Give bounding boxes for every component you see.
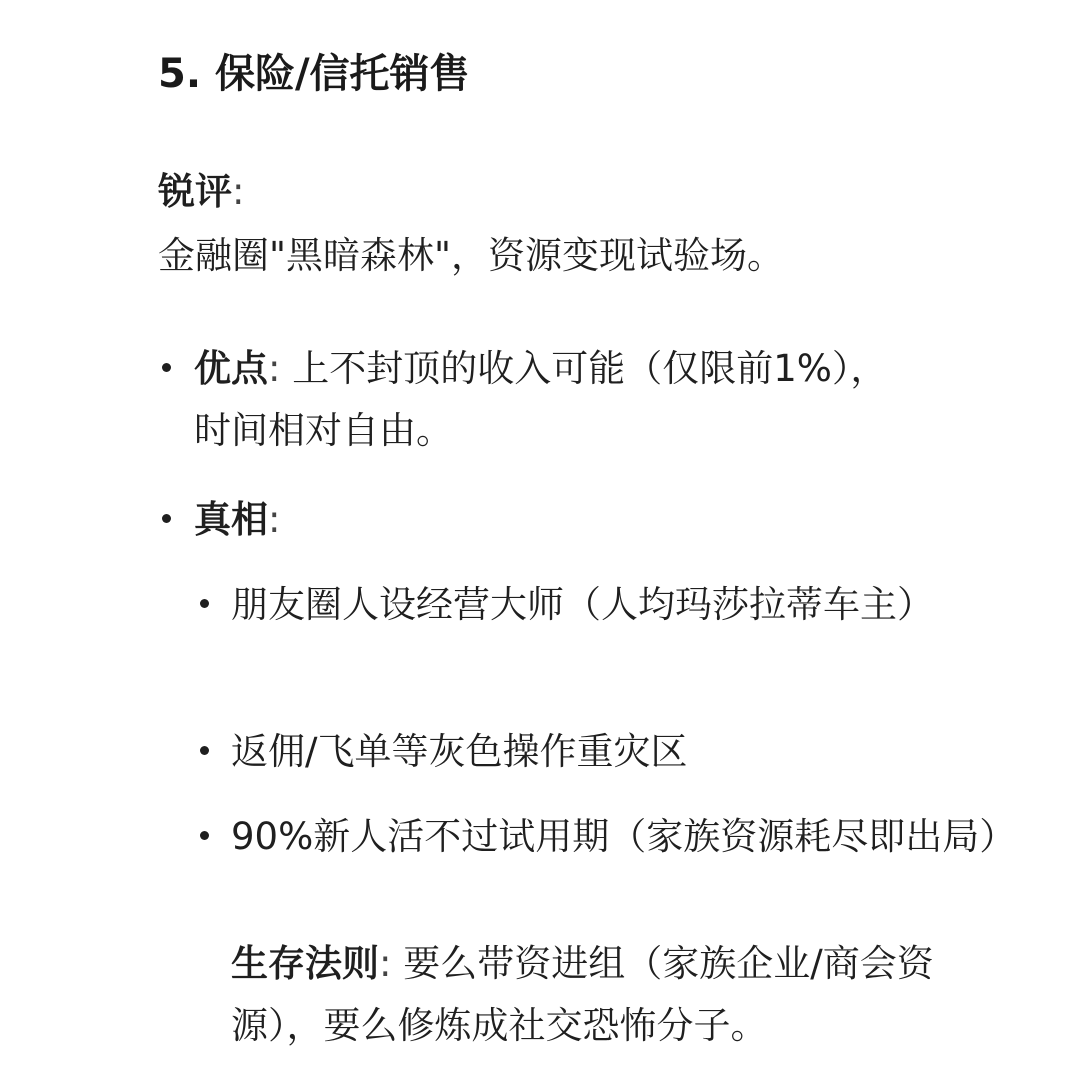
survival-text: 要么带资进组（家族企业/商会资源），要么修炼成社交恐怖分子。 xyxy=(231,942,934,1047)
bullet-dot xyxy=(162,514,171,523)
comment-label: 锐评 xyxy=(158,170,232,213)
truth-colon: : xyxy=(268,498,281,541)
list-item-pros xyxy=(194,338,914,462)
list-item-truth xyxy=(194,489,914,551)
list-item-truth-2: 返佣/飞单等灰色操作重灾区 xyxy=(231,730,688,773)
list-item-truth-3: 90%新人活不过试用期（家族资源耗尽即出局） xyxy=(231,815,1017,858)
pros-text: 上不封顶的收入可能（仅限前1%），时间相对自由。 xyxy=(194,347,888,452)
survival-rule xyxy=(231,933,1021,1057)
sub-bullet-dot xyxy=(200,599,209,608)
list-item-truth-1: 朋友圈人设经营大师（人均玛莎拉蒂车主） xyxy=(231,583,934,626)
sub-bullet-dot xyxy=(200,831,209,840)
bullet-dot xyxy=(162,363,171,372)
comment-text: 金融圈"黑暗森林"，资源变现试验场。 xyxy=(158,234,785,277)
pros-colon: : xyxy=(268,347,281,390)
comment-label-line xyxy=(158,166,244,218)
survival-label: 生存法则 xyxy=(231,942,379,985)
truth-label: 真相 xyxy=(194,498,268,541)
comment-colon: : xyxy=(232,170,245,213)
pros-label: 优点 xyxy=(194,347,268,390)
section-heading: 5. 保险/信托销售 xyxy=(158,51,470,97)
survival-colon: : xyxy=(379,942,392,985)
sub-bullet-dot xyxy=(200,746,209,755)
